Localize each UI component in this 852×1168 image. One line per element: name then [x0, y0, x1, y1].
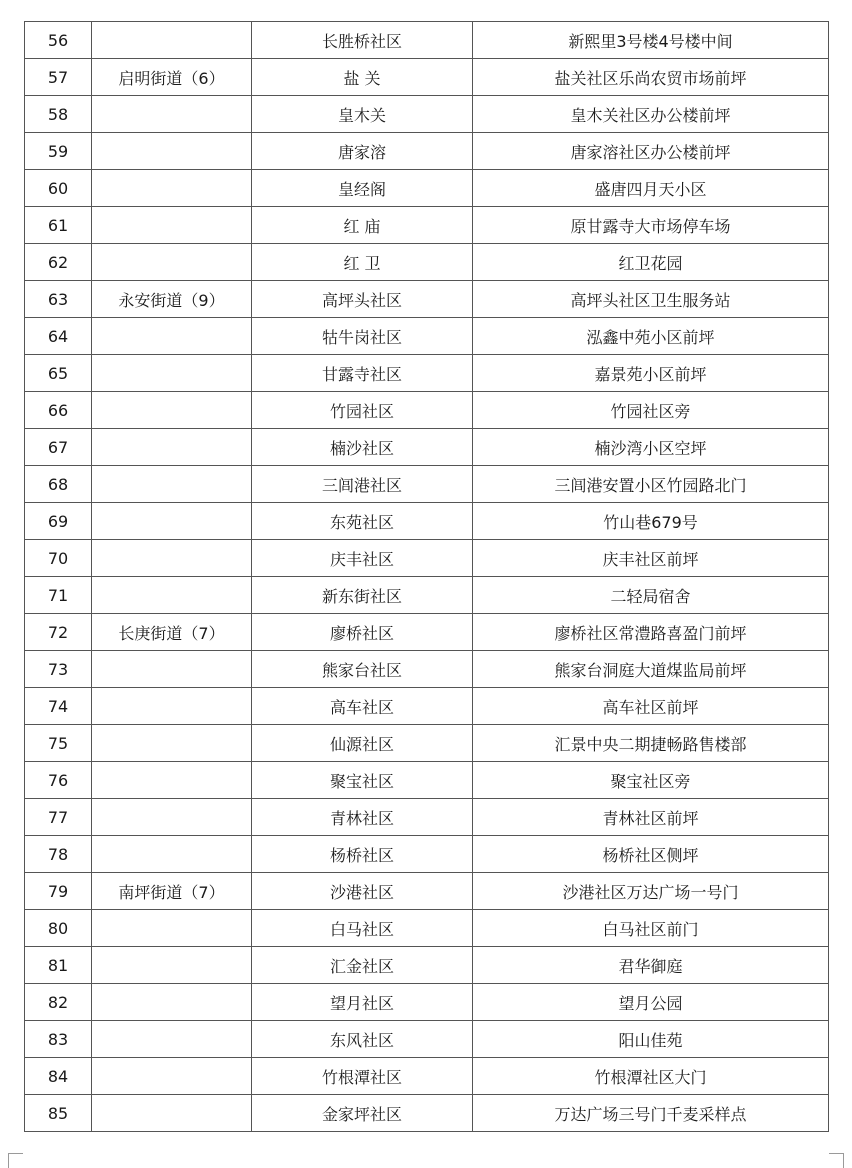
street-cell [92, 799, 252, 836]
community-cell: 东苑社区 [252, 503, 473, 540]
table-row [25, 207, 829, 244]
community-cell: 皇经阁 [252, 170, 473, 207]
sampling-site-cell: 万达广场三号门千麦采样点 [473, 1095, 829, 1132]
community-cell: 杨桥社区 [252, 836, 473, 873]
street-cell [92, 429, 252, 466]
street-cell [92, 762, 252, 799]
row-number-cell: 84 [25, 1058, 92, 1095]
table-row [25, 799, 829, 836]
sampling-site-cell: 竹根潭社区大门 [473, 1058, 829, 1095]
sampling-site-cell: 红卫花园 [473, 244, 829, 281]
page-corner-mark-right [829, 1153, 844, 1168]
street-cell: 启明街道（6） [92, 59, 252, 96]
community-cell: 唐家溶 [252, 133, 473, 170]
street-cell [92, 540, 252, 577]
community-cell: 廖桥社区 [252, 614, 473, 651]
community-cell: 庆丰社区 [252, 540, 473, 577]
table-row [25, 1095, 829, 1132]
row-number-cell: 81 [25, 947, 92, 984]
street-cell [92, 1058, 252, 1095]
row-number-cell: 56 [25, 22, 92, 59]
page-corner-mark-left [8, 1153, 23, 1168]
street-cell [92, 688, 252, 725]
street-cell [92, 1095, 252, 1132]
row-number-cell: 75 [25, 725, 92, 762]
table-row [25, 466, 829, 503]
table-row [25, 762, 829, 799]
sampling-site-cell: 新熙里3号楼4号楼中间 [473, 22, 829, 59]
sampling-site-cell: 二轻局宿舍 [473, 577, 829, 614]
row-number-cell: 83 [25, 1021, 92, 1058]
sampling-site-cell: 楠沙湾小区空坪 [473, 429, 829, 466]
table-row [25, 59, 829, 96]
street-cell [92, 836, 252, 873]
table-row [25, 318, 829, 355]
street-cell [92, 725, 252, 762]
street-cell [92, 22, 252, 59]
street-cell [92, 392, 252, 429]
table-row [25, 910, 829, 947]
street-cell [92, 984, 252, 1021]
sampling-site-cell: 高坪头社区卫生服务站 [473, 281, 829, 318]
table-row [25, 392, 829, 429]
sampling-site-cell: 盐关社区乐尚农贸市场前坪 [473, 59, 829, 96]
community-cell: 盐 关 [252, 59, 473, 96]
community-cell: 汇金社区 [252, 947, 473, 984]
table-row [25, 244, 829, 281]
row-number-cell: 82 [25, 984, 92, 1021]
table-row [25, 281, 829, 318]
street-cell [92, 244, 252, 281]
sampling-site-table [24, 21, 829, 1132]
community-cell: 高车社区 [252, 688, 473, 725]
row-number-cell: 66 [25, 392, 92, 429]
row-number-cell: 78 [25, 836, 92, 873]
community-cell: 聚宝社区 [252, 762, 473, 799]
table-row [25, 133, 829, 170]
table-row [25, 577, 829, 614]
row-number-cell: 62 [25, 244, 92, 281]
community-cell: 长胜桥社区 [252, 22, 473, 59]
row-number-cell: 63 [25, 281, 92, 318]
sampling-site-cell: 聚宝社区旁 [473, 762, 829, 799]
street-cell [92, 947, 252, 984]
community-cell: 东风社区 [252, 1021, 473, 1058]
community-cell: 红 庙 [252, 207, 473, 244]
street-cell [92, 651, 252, 688]
table-row [25, 170, 829, 207]
table-row [25, 688, 829, 725]
street-cell [92, 910, 252, 947]
table-row [25, 651, 829, 688]
sampling-site-cell: 嘉景苑小区前坪 [473, 355, 829, 392]
sampling-site-cell: 高车社区前坪 [473, 688, 829, 725]
sampling-site-cell: 泓鑫中苑小区前坪 [473, 318, 829, 355]
street-cell [92, 355, 252, 392]
table-row [25, 614, 829, 651]
community-cell: 高坪头社区 [252, 281, 473, 318]
sampling-site-cell: 阳山佳苑 [473, 1021, 829, 1058]
street-cell [92, 170, 252, 207]
community-cell: 皇木关 [252, 96, 473, 133]
street-cell: 永安街道（9） [92, 281, 252, 318]
sampling-site-cell: 唐家溶社区办公楼前坪 [473, 133, 829, 170]
table-row [25, 873, 829, 910]
row-number-cell: 59 [25, 133, 92, 170]
community-cell: 青林社区 [252, 799, 473, 836]
row-number-cell: 60 [25, 170, 92, 207]
community-cell: 金家坪社区 [252, 1095, 473, 1132]
table-row [25, 1058, 829, 1095]
row-number-cell: 57 [25, 59, 92, 96]
community-cell: 竹园社区 [252, 392, 473, 429]
table-body [25, 22, 829, 1132]
row-number-cell: 68 [25, 466, 92, 503]
sampling-site-cell: 君华御庭 [473, 947, 829, 984]
community-cell: 新东街社区 [252, 577, 473, 614]
row-number-cell: 76 [25, 762, 92, 799]
row-number-cell: 72 [25, 614, 92, 651]
community-cell: 竹根潭社区 [252, 1058, 473, 1095]
table-row [25, 429, 829, 466]
row-number-cell: 77 [25, 799, 92, 836]
street-cell: 长庚街道（7） [92, 614, 252, 651]
street-cell [92, 318, 252, 355]
community-cell: 甘露寺社区 [252, 355, 473, 392]
sampling-site-cell: 原甘露寺大市场停车场 [473, 207, 829, 244]
sampling-site-cell: 望月公园 [473, 984, 829, 1021]
row-number-cell: 79 [25, 873, 92, 910]
sampling-site-cell: 白马社区前门 [473, 910, 829, 947]
row-number-cell: 58 [25, 96, 92, 133]
community-cell: 三闾港社区 [252, 466, 473, 503]
sampling-site-cell: 皇木关社区办公楼前坪 [473, 96, 829, 133]
community-cell: 牯牛岗社区 [252, 318, 473, 355]
row-number-cell: 67 [25, 429, 92, 466]
sampling-site-cell: 汇景中央二期捷畅路售楼部 [473, 725, 829, 762]
table-row [25, 96, 829, 133]
sampling-site-cell: 杨桥社区侧坪 [473, 836, 829, 873]
row-number-cell: 74 [25, 688, 92, 725]
community-cell: 楠沙社区 [252, 429, 473, 466]
table-row [25, 947, 829, 984]
row-number-cell: 61 [25, 207, 92, 244]
row-number-cell: 85 [25, 1095, 92, 1132]
sampling-site-cell: 盛唐四月天小区 [473, 170, 829, 207]
table-row [25, 503, 829, 540]
sampling-site-cell: 青林社区前坪 [473, 799, 829, 836]
table-row [25, 725, 829, 762]
row-number-cell: 69 [25, 503, 92, 540]
sampling-site-cell: 三闾港安置小区竹园路北门 [473, 466, 829, 503]
table-row [25, 355, 829, 392]
sampling-site-cell: 沙港社区万达广场一号门 [473, 873, 829, 910]
community-cell: 望月社区 [252, 984, 473, 1021]
community-cell: 沙港社区 [252, 873, 473, 910]
sampling-site-cell: 廖桥社区常澧路喜盈门前坪 [473, 614, 829, 651]
table-row [25, 540, 829, 577]
street-cell: 南坪街道（7） [92, 873, 252, 910]
row-number-cell: 65 [25, 355, 92, 392]
sampling-site-cell: 竹园社区旁 [473, 392, 829, 429]
row-number-cell: 80 [25, 910, 92, 947]
sampling-site-cell: 竹山巷679号 [473, 503, 829, 540]
table-row [25, 22, 829, 59]
row-number-cell: 71 [25, 577, 92, 614]
sampling-site-cell: 庆丰社区前坪 [473, 540, 829, 577]
street-cell [92, 207, 252, 244]
street-cell [92, 577, 252, 614]
community-cell: 白马社区 [252, 910, 473, 947]
street-cell [92, 1021, 252, 1058]
row-number-cell: 73 [25, 651, 92, 688]
row-number-cell: 64 [25, 318, 92, 355]
community-cell: 仙源社区 [252, 725, 473, 762]
table-row [25, 1021, 829, 1058]
row-number-cell: 70 [25, 540, 92, 577]
community-cell: 熊家台社区 [252, 651, 473, 688]
community-cell: 红 卫 [252, 244, 473, 281]
street-cell [92, 96, 252, 133]
street-cell [92, 466, 252, 503]
sampling-site-cell: 熊家台洞庭大道煤监局前坪 [473, 651, 829, 688]
table-row [25, 836, 829, 873]
street-cell [92, 503, 252, 540]
table-row [25, 984, 829, 1021]
street-cell [92, 133, 252, 170]
